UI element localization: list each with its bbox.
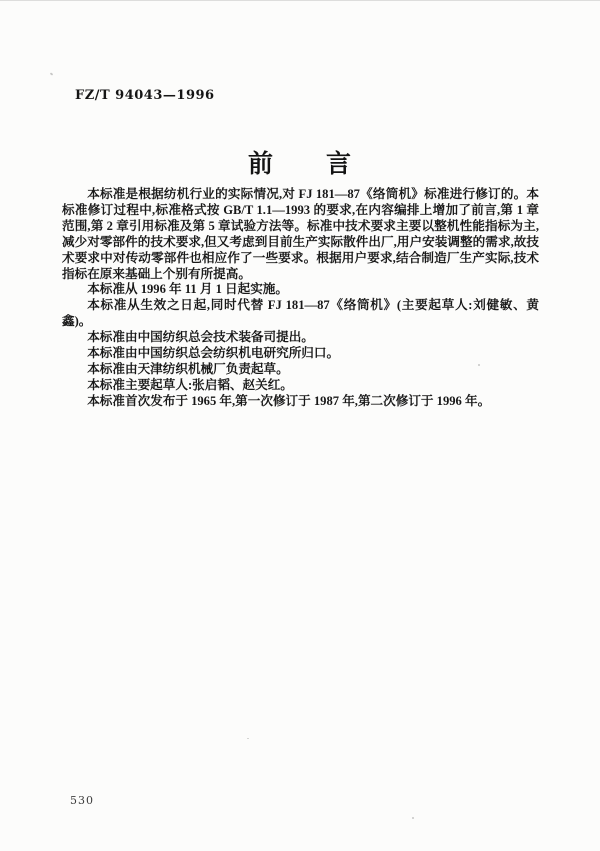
page-title: 前 言 [247,151,352,178]
foreword-paragraph: 本标准首次发布于 1965 年,第一次修订于 1987 年,第二次修订于 1996 年。 [87,393,491,408]
scan-speck [50,72,54,75]
foreword-paragraph: 本标准由中国纺织总会技术装备司提出。 [87,330,314,345]
page-number: 530 [70,794,94,807]
foreword-body [62,187,539,410]
scan-speck [478,364,480,366]
foreword-paragraph: 本标准主要起草人:张启韬、赵关红。 [87,377,293,392]
foreword-paragraph: 本标准是根据纺机行业的实际情况,对 FJ 181—87《络筒机》标准进行修订的。本标准修订过程中,标准格式按 GB/T 1.1—1993 的要求,在内容编排上增加了前言,第 1 章范围,第 2 章引用标准及第 5 章试验方法等。标准中技术要求主要以整机性能指标为主,减少对零部件的技术要求,但又考虑到目前生产实际散件出厂,用户安装调整的需求,故技术要求中对传动零部件也相应作了一些要求。根据用户要求,结合制造厂生产实际,技术指标在原来基础上个别有所提高。 [62,187,539,281]
scan-speck [247,738,249,739]
foreword-paragraph: 本标准从生效之日起,同时代替 FJ 181—87《络筒机》(主要起草人:刘健敏、黄鑫)。 [62,298,539,329]
foreword-paragraph: 本标准由中国纺织总会纺织机电研究所归口。 [87,346,340,361]
scan-edge-artifact [0,0,600,1]
foreword-paragraph: 本标准由天津纺织机械厂负责起草。 [87,361,289,376]
scan-speck [412,817,414,819]
foreword-paragraph: 本标准从 1996 年 11 月 1 日起实施。 [87,282,288,297]
standard-number: FZ/T 94043—1996 [75,88,215,103]
